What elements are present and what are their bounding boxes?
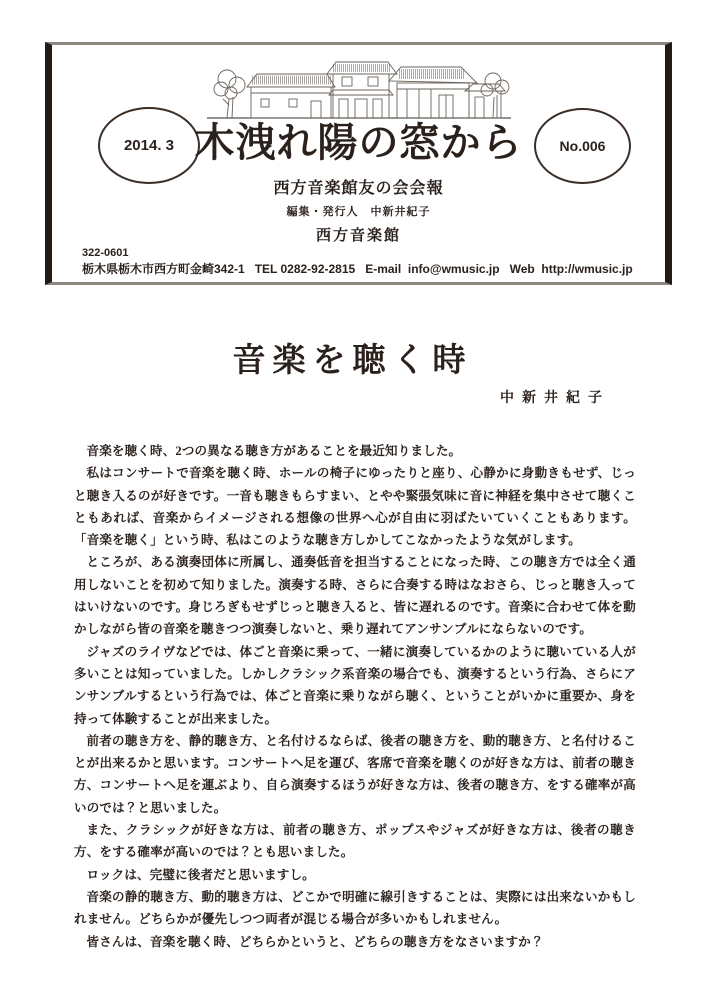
- tree-left: [214, 70, 245, 118]
- building-annex: [465, 84, 505, 118]
- article-author: 中新井紀子: [500, 391, 610, 406]
- body-paragraph: 皆さんは、音楽を聴く時、どちらかというと、どちらの聴き方をなさいますか？: [86, 934, 544, 949]
- building-left: [247, 74, 335, 118]
- body-paragraph: 私はコンサートで音楽を聴く時、ホールの椅子にゆったりと座り、心静かに身動きもせず、じっと聴き入るのが好きです。一音も聴きもらすまい、とやや緊張気味に音に神経を集中させて聴くこともあれば、音楽からイメージされる想像の世界へ心が自由に羽ばたいていくこともあります。「音楽を聴く」という時、私はこのような聴き方しかしてこなかったような気がします。: [74, 466, 636, 548]
- issue-date: 2014. 3: [123, 137, 175, 154]
- newsletter-title: 木洩れ陽の窓から: [194, 120, 523, 165]
- body-paragraph: 音楽を聴く時、2つの異なる聴き方があることを最近知りました。: [86, 444, 462, 458]
- body-paragraph: ところが、ある演奏団体に所属し、通奏低音を担当することになった時、この聴き方では全く通用しないことを初めて知りました。演奏する時、さらに合奏する時はなおさら、じっと聴き入ってはいけないのです。身じろぎもせずじっと聴き入ると、皆に遅れるのです。音楽に合わせて体を動かしながら皆の音楽を聴きつつ演奏しないと、乗り遅れてアンサンブルにならないのです。: [74, 555, 636, 637]
- building-center: [327, 62, 397, 118]
- body-paragraph: 前者の聴き方を、静的聴き方、と名付けるならば、後者の聴き方を、動的聴き方、と名付けることが出来るかと思います。コンサートへ足を運び、客席で音楽を聴くのが好きな方は、前者の聴き方、コンサートへ足を運ぶより、自ら演奏するほうが好きな方は、後者の聴き方、をする確率が高いのでは？と思いました。: [74, 733, 636, 815]
- issue-number: No.006: [559, 138, 606, 154]
- tree-right: [481, 73, 509, 118]
- postal-code: 322-0601: [82, 247, 129, 259]
- masthead-frame: [45, 42, 672, 285]
- article-title: 音楽を聴く時: [232, 343, 473, 379]
- address-contact-line: 栃木県栃木市西方町金崎342-1 TEL 0282-92-2815 E-mail info@wmusic.jp Web http://wmusic.jp: [82, 262, 633, 276]
- body-paragraph: また、クラシックが好きな方は、前者の聴き方、ポップスやジャズが好きな方は、後者の聴き方、をする確率が高いのでは？とも思いました。: [74, 823, 636, 860]
- building-right: [389, 67, 477, 118]
- body-paragraph: ジャズのライヴなどでは、体ごと音楽に乗って、一緒に演奏しているかのように聴いている人が多いことは知っていました。しかしクラシック系音楽の場合でも、演奏するという行為、さらにアンサンブルするという行為では、体ごと音楽に乗りながら聴く、ということがいかに重要か、身を持って体験することが出来ました。: [74, 644, 636, 726]
- body-paragraph: ロックは、完璧に後者だと思いますし。: [86, 867, 315, 882]
- article-body: [74, 440, 636, 953]
- newsletter-subtitle: 西方音楽館友の会会報: [273, 180, 444, 197]
- organization-name: 西方音楽館: [315, 227, 401, 244]
- body-paragraph: 音楽の静的聴き方、動的聴き方は、どこかで明確に線引きすることは、実際には出来ないかもしれません。どちらかが優先しつつ両者が混じる場合が多いかもしれません。: [74, 889, 636, 927]
- editor-line: 編集・発行人 中新井紀子: [286, 206, 431, 218]
- building-illustration: [203, 57, 515, 123]
